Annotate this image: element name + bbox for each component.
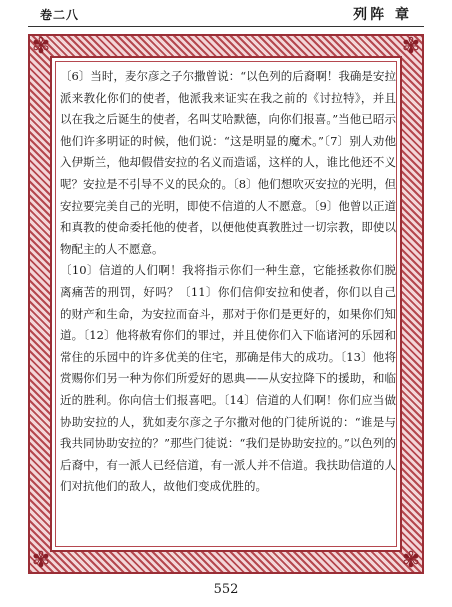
verse-text-block: [60, 66, 396, 498]
page-number: 552: [213, 582, 239, 597]
chapter-title: 列阵 章: [353, 7, 412, 23]
corner-ornament-icon: ✾: [31, 34, 51, 59]
verse-paragraph: 〔6〕当时，麦尔彦之子尔撒曾说：“以色列的后裔啊！我确是安拉派来教化你们的使者，他派我来证实在我之前的《讨拉特》，并且以在我之后诞生的使者，名叫艾哈默德，向你们报喜。”当他已昭示他们许多明证的时候，他们说：“这是明显的魔术。”〔7〕别人劝他入伊斯兰，他却假借安拉的名义而造谣，这样的人，谁比他还不义呢？安拉是不引导不义的民众的。〔8〕他们想吹灭安拉的光明，但安拉要完美自己的光明，即使不信道的人不愿意。〔9〕他曾以正道和真教的使命委托他的使者，以便他使真教胜过一切宗教，即使以物配主的人不愿意。: [60, 69, 396, 256]
verse-paragraph: 〔10〕信道的人们啊！我将指示你们一种生意，它能拯救你们脱离痛苦的刑罚，好吗？〔11〕你们信仰安拉和使者，你们以自己的财产和生命，为安拉而奋斗，那对于你们是更好的，如果你们知道。〔12〕他将赦宥你们的罪过，并且使你们入下临诸河的乐园和常住的乐园中的许多优美的住宅，那确是伟大的成功。〔13〕他将赏赐你们另一种为你们所爱好的恩典——从安拉降下的援助，和临近的胜利。你向信士们报喜吧。〔14〕信道的人们啊！你们应当做协助安拉的人，犹如麦尔彦之子尔撒对他的门徒所说的：“谁是与我共同协助安拉的？”那些门徒说：“我们是协助安拉的。”以色列的后裔中，有一派人已经信道，有一派人并不信道。我扶助信道的人们对抗他们的敌人，故他们变成优胜的。: [60, 263, 396, 494]
corner-ornament-icon: ✾: [31, 548, 51, 573]
corner-ornament-icon: ✾: [401, 34, 421, 59]
corner-ornament-icon: ✾: [401, 548, 421, 573]
chapter-volume-label: 卷二八: [40, 8, 80, 22]
header-rule: [28, 26, 424, 27]
page-header: [0, 0, 452, 28]
